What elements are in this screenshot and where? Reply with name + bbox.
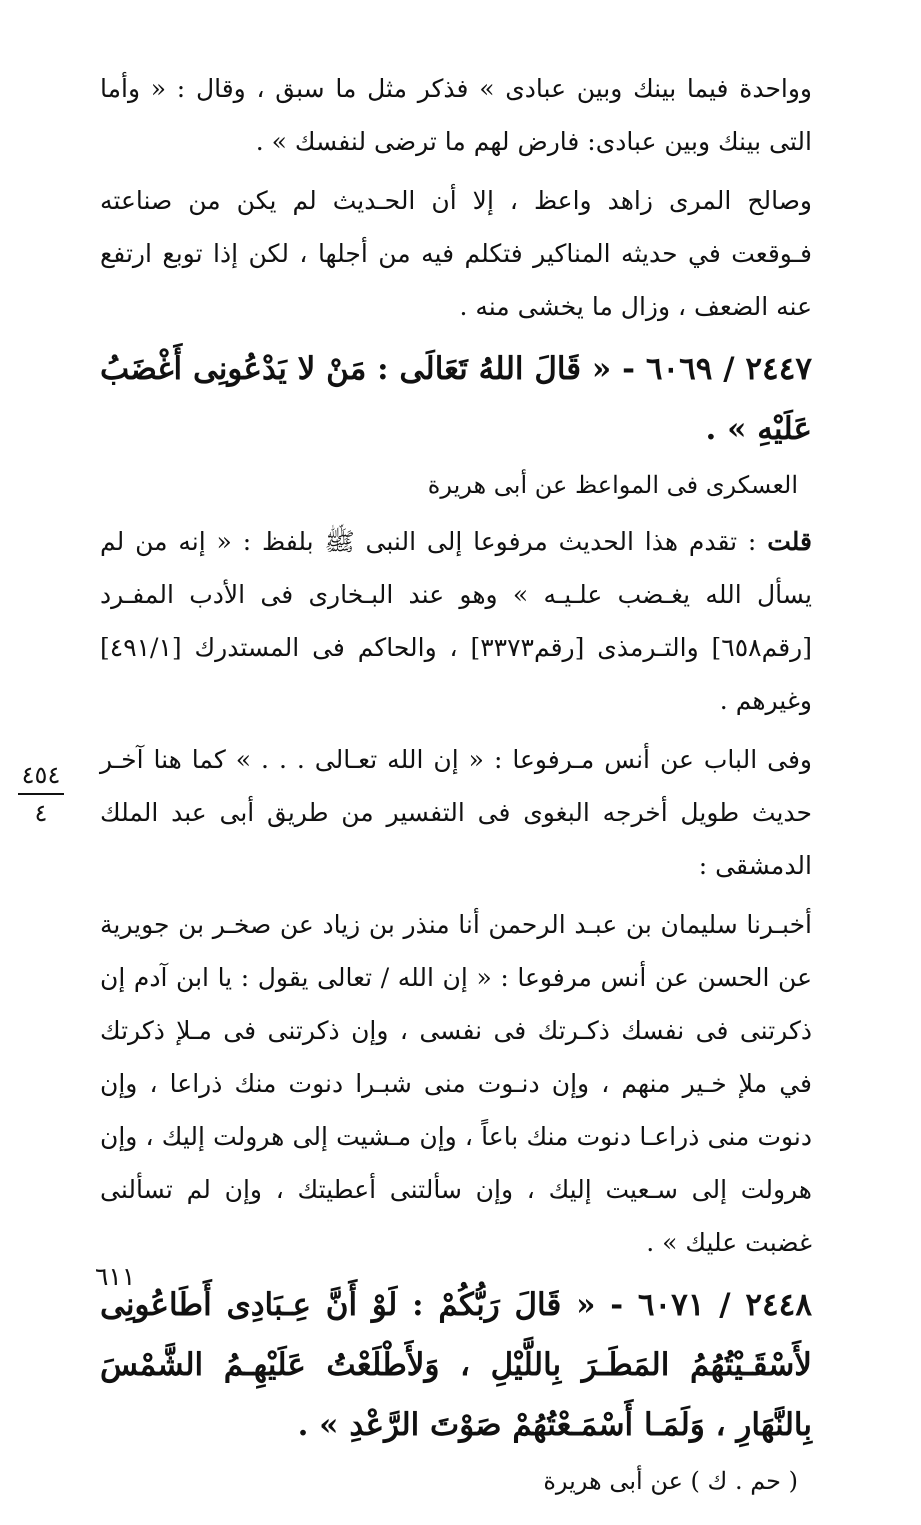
margin-reference [12,760,70,828]
hadith-heading-2448: ٢٤٤٨ / ٦٠٧١ - « قَالَ رَبُّكُمْ : لَوْ أَنَّ عِـبَادِى أَطَاعُونِى لأَسْقَـيْتُهُمُ المَطَـرَ بِاللَّيْلِ ، وَلأَطْلَعْتُ عَلَيْهِـمُ الشَّمْسَ بِالنَّهَارِ ، وَلَمَـا أَسْمَـعْتُهُمْ صَوْتَ الرَّعْدِ » . [100,1287,812,1443]
paragraph-4: وفى الباب عن أنس مـرفوعا : « إن الله تعـالى . . . » كما هنا آخـر حديث طويل أخرجه البغوى فى التفسير من طريق أبى عبد الملك الدمشقى : [100,745,812,880]
paragraph-2: وصالح المرى زاهد واعظ ، إلا أن الحـديث لم يكن من صناعته فـوقعت في حديثه المناكير فتكلم فيه من أجلها ، لكن إذا توبع ارتفع عنه الضعف ، وزال ما يخشى منه . [100,186,812,321]
margin-reference-top: ٤٥٤ [21,761,61,789]
paragraph-1: وواحدة فيما بينك وبين عبادى » فذكر مثل ما سبق ، وقال : « وأما التى بينك وبين عبادى: فارض لهم ما ترضى لنفسك » . [100,74,812,156]
paragraph-3 [100,515,812,727]
hadith-source-2447: العسكرى فى المواعظ عن أبى هريرة [427,471,798,499]
page-number: ٦١١ [95,1262,136,1291]
margin-reference-bottom: ٤ [34,799,48,827]
paragraph-5: أخبـرنا سليمان بن عبـد الرحمن أنا منذر بن زياد عن صخـر بن جويرية عن الحسن عن أنس مرفوعا : « إن الله / تعالى يقول : يا ابن آدم إن ذكرتنى فى نفسك ذكـرتك فى نفسى ، وإن ذكرتنى فى مـلإ ذكرتك في ملإ خـير منهم ، وإن دنـوت منى شبـرا دنوت منك ذراعا ، وإن دنوت منى ذراعـا دنوت منك باعاً ، وإن مـشيت إلى هرولت إليك ، وإن هرولت إلى سـعيت إليك ، وإن سألتنى أعطيتك ، وإن لم تسألنى غضبت عليك » . [100,910,812,1257]
margin-reference-divider [18,793,64,795]
hadith-source-2448: ( حم . ك ) عن أبى هريرة [543,1467,798,1495]
paragraph-3-text: : تقدم هذا الحديث مرفوعا إلى النبى ﷺ بلفظ : « إنه من لم يسأل الله يغـضب علـيـه » وهو عند البـخارى فى الأدب المفـرد [رقم٦٥٨] والتـرمذى [رقم٣٣٧٣] ، والحاكم فى المستدرك [٤٩١/١] وغيرهم . [100,527,812,715]
hadith-heading-2447: ٢٤٤٧ / ٦٠٦٩ - « قَالَ اللهُ تَعَالَى : مَنْ لا يَدْعُونِى أَغْضَبُ عَلَيْهِ » . [100,351,812,447]
page-body [100,62,812,1525]
paragraph-3-label: قلت [767,527,812,556]
